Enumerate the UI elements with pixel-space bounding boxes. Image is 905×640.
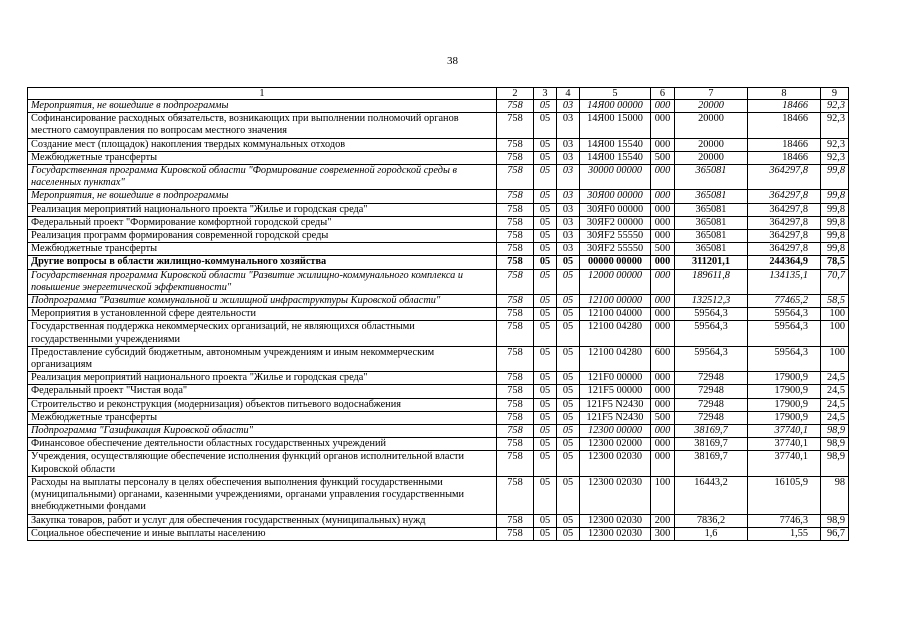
expense-type-cell: 600 <box>651 346 675 371</box>
glavbudget-code-cell: 758 <box>497 100 534 113</box>
table-row <box>28 165 849 190</box>
execution-percent-cell: 100 <box>821 308 849 321</box>
table-row <box>28 243 849 256</box>
subsection-code-cell: 03 <box>557 230 580 243</box>
expense-type-cell: 000 <box>651 190 675 203</box>
row-name-cell: Расходы на выплаты персоналу в целях обеспечения выполнения функций государственными (муниципальными) органами, казенными учреждениями, органами управления государственными внебюджетными фондами <box>28 476 497 514</box>
execution-percent-cell: 99,8 <box>821 190 849 203</box>
glavbudget-code-cell: 758 <box>497 411 534 424</box>
section-code-cell: 05 <box>534 451 557 476</box>
section-code-cell: 05 <box>534 425 557 438</box>
subsection-code-cell: 05 <box>557 321 580 346</box>
row-name-cell: Реализация программ формирования современной городской среды <box>28 230 497 243</box>
executed-amount-cell: 77465,2 <box>748 295 821 308</box>
subsection-code-cell: 05 <box>557 385 580 398</box>
expense-type-cell: 000 <box>651 308 675 321</box>
table-row <box>28 398 849 411</box>
planned-amount-cell: 132512,3 <box>675 295 748 308</box>
budget-table <box>27 87 849 541</box>
header-cell: 4 <box>557 88 580 100</box>
executed-amount-cell: 364297,8 <box>748 230 821 243</box>
table-row <box>28 527 849 540</box>
executed-amount-cell: 37740,1 <box>748 438 821 451</box>
row-name-cell: Мероприятия в установленной сфере деятельности <box>28 308 497 321</box>
planned-amount-cell: 72948 <box>675 411 748 424</box>
section-code-cell: 05 <box>534 138 557 151</box>
target-article-cell: 12100 04000 <box>580 308 651 321</box>
row-name-cell: Учреждения, осуществляющие обеспечение исполнения функций органов исполнительной власти Кировской области <box>28 451 497 476</box>
row-name-cell: Реализация мероприятий национального проекта "Жилье и городская среда" <box>28 203 497 216</box>
execution-percent-cell: 98,9 <box>821 438 849 451</box>
glavbudget-code-cell: 758 <box>497 269 534 294</box>
glavbudget-code-cell: 758 <box>497 346 534 371</box>
glavbudget-code-cell: 758 <box>497 216 534 229</box>
section-code-cell: 05 <box>534 346 557 371</box>
target-article-cell: 12300 00000 <box>580 425 651 438</box>
target-article-cell: 30Я00 00000 <box>580 190 651 203</box>
table-row <box>28 346 849 371</box>
expense-type-cell: 000 <box>651 230 675 243</box>
subsection-code-cell: 05 <box>557 372 580 385</box>
target-article-cell: 30000 00000 <box>580 165 651 190</box>
expense-type-cell: 000 <box>651 165 675 190</box>
planned-amount-cell: 38169,7 <box>675 438 748 451</box>
glavbudget-code-cell: 758 <box>497 385 534 398</box>
table-row <box>28 100 849 113</box>
table-row <box>28 438 849 451</box>
execution-percent-cell: 100 <box>821 321 849 346</box>
execution-percent-cell: 99,8 <box>821 243 849 256</box>
header-cell: 7 <box>675 88 748 100</box>
target-article-cell: 12300 02030 <box>580 527 651 540</box>
subsection-code-cell: 03 <box>557 165 580 190</box>
expense-type-cell: 000 <box>651 438 675 451</box>
executed-amount-cell: 37740,1 <box>748 451 821 476</box>
executed-amount-cell: 59564,3 <box>748 308 821 321</box>
table-row <box>28 308 849 321</box>
subsection-code-cell: 05 <box>557 295 580 308</box>
glavbudget-code-cell: 758 <box>497 321 534 346</box>
section-code-cell: 05 <box>534 100 557 113</box>
executed-amount-cell: 364297,8 <box>748 165 821 190</box>
execution-percent-cell: 24,5 <box>821 411 849 424</box>
glavbudget-code-cell: 758 <box>497 476 534 514</box>
target-article-cell: 14Я00 00000 <box>580 100 651 113</box>
table-row <box>28 138 849 151</box>
subsection-code-cell: 05 <box>557 411 580 424</box>
planned-amount-cell: 20000 <box>675 100 748 113</box>
execution-percent-cell: 92,3 <box>821 151 849 164</box>
header-cell: 6 <box>651 88 675 100</box>
section-code-cell: 05 <box>534 476 557 514</box>
planned-amount-cell: 7836,2 <box>675 514 748 527</box>
executed-amount-cell: 17900,9 <box>748 372 821 385</box>
glavbudget-code-cell: 758 <box>497 308 534 321</box>
table-row <box>28 514 849 527</box>
section-code-cell: 05 <box>534 411 557 424</box>
subsection-code-cell: 05 <box>557 308 580 321</box>
subsection-code-cell: 05 <box>557 256 580 269</box>
subsection-code-cell: 05 <box>557 425 580 438</box>
section-code-cell: 05 <box>534 243 557 256</box>
subsection-code-cell: 03 <box>557 100 580 113</box>
table-row <box>28 372 849 385</box>
row-name-cell: Создание мест (площадок) накопления твердых коммунальных отходов <box>28 138 497 151</box>
header-cell: 5 <box>580 88 651 100</box>
expense-type-cell: 000 <box>651 385 675 398</box>
table-row <box>28 425 849 438</box>
target-article-cell: 12100 04280 <box>580 346 651 371</box>
execution-percent-cell: 99,8 <box>821 216 849 229</box>
glavbudget-code-cell: 758 <box>497 438 534 451</box>
section-code-cell: 05 <box>534 527 557 540</box>
executed-amount-cell: 37740,1 <box>748 425 821 438</box>
execution-percent-cell: 98,9 <box>821 451 849 476</box>
planned-amount-cell: 72948 <box>675 372 748 385</box>
glavbudget-code-cell: 758 <box>497 230 534 243</box>
section-code-cell: 05 <box>534 398 557 411</box>
executed-amount-cell: 364297,8 <box>748 243 821 256</box>
expense-type-cell: 000 <box>651 451 675 476</box>
table-row <box>28 230 849 243</box>
table-row <box>28 269 849 294</box>
table-row <box>28 451 849 476</box>
section-code-cell: 05 <box>534 308 557 321</box>
header-cell: 2 <box>497 88 534 100</box>
row-name-cell: Подпрограмма "Газификация Кировской области" <box>28 425 497 438</box>
planned-amount-cell: 365081 <box>675 190 748 203</box>
expense-type-cell: 500 <box>651 243 675 256</box>
target-article-cell: 121F5 00000 <box>580 385 651 398</box>
section-code-cell: 05 <box>534 256 557 269</box>
glavbudget-code-cell: 758 <box>497 190 534 203</box>
planned-amount-cell: 20000 <box>675 138 748 151</box>
target-article-cell: 14Я00 15540 <box>580 138 651 151</box>
target-article-cell: 12000 00000 <box>580 269 651 294</box>
executed-amount-cell: 18466 <box>748 113 821 138</box>
expense-type-cell: 000 <box>651 113 675 138</box>
glavbudget-code-cell: 758 <box>497 113 534 138</box>
table-row <box>28 295 849 308</box>
glavbudget-code-cell: 758 <box>497 527 534 540</box>
table-row <box>28 411 849 424</box>
executed-amount-cell: 18466 <box>748 100 821 113</box>
executed-amount-cell: 1,55 <box>748 527 821 540</box>
executed-amount-cell: 244364,9 <box>748 256 821 269</box>
row-name-cell: Мероприятия, не вошедшие в подпрограммы <box>28 100 497 113</box>
row-name-cell: Софинансирование расходных обязательств, возникающих при выполнении полномочий органов местного самоуправления по вопросам местного значения <box>28 113 497 138</box>
execution-percent-cell: 78,5 <box>821 256 849 269</box>
planned-amount-cell: 365081 <box>675 216 748 229</box>
planned-amount-cell: 311201,1 <box>675 256 748 269</box>
execution-percent-cell: 96,7 <box>821 527 849 540</box>
target-article-cell: 12100 00000 <box>580 295 651 308</box>
target-article-cell: 12300 02030 <box>580 476 651 514</box>
glavbudget-code-cell: 758 <box>497 243 534 256</box>
planned-amount-cell: 1,6 <box>675 527 748 540</box>
glavbudget-code-cell: 758 <box>497 372 534 385</box>
section-code-cell: 05 <box>534 372 557 385</box>
row-name-cell: Межбюджетные трансферты <box>28 411 497 424</box>
planned-amount-cell: 59564,3 <box>675 346 748 371</box>
executed-amount-cell: 364297,8 <box>748 203 821 216</box>
row-name-cell: Другие вопросы в области жилищно-коммунального хозяйства <box>28 256 497 269</box>
execution-percent-cell: 99,8 <box>821 230 849 243</box>
planned-amount-cell: 38169,7 <box>675 425 748 438</box>
expense-type-cell: 000 <box>651 398 675 411</box>
subsection-code-cell: 03 <box>557 151 580 164</box>
planned-amount-cell: 365081 <box>675 243 748 256</box>
subsection-code-cell: 05 <box>557 514 580 527</box>
executed-amount-cell: 134135,1 <box>748 269 821 294</box>
executed-amount-cell: 17900,9 <box>748 411 821 424</box>
expense-type-cell: 000 <box>651 425 675 438</box>
glavbudget-code-cell: 758 <box>497 398 534 411</box>
execution-percent-cell: 24,5 <box>821 398 849 411</box>
table-row <box>28 190 849 203</box>
section-code-cell: 05 <box>534 151 557 164</box>
glavbudget-code-cell: 758 <box>497 425 534 438</box>
planned-amount-cell: 59564,3 <box>675 308 748 321</box>
expense-type-cell: 500 <box>651 411 675 424</box>
section-code-cell: 05 <box>534 321 557 346</box>
execution-percent-cell: 100 <box>821 346 849 371</box>
header-cell: 1 <box>28 88 497 100</box>
row-name-cell: Государственная поддержка некоммерческих организаций, не являющихся областными государственными учреждениями <box>28 321 497 346</box>
row-name-cell: Государственная программа Кировской области "Развитие жилищно-коммунального комплекса и повышение энергетической эффективности" <box>28 269 497 294</box>
target-article-cell: 30ЯF2 55550 <box>580 243 651 256</box>
subsection-code-cell: 05 <box>557 438 580 451</box>
section-code-cell: 05 <box>534 295 557 308</box>
glavbudget-code-cell: 758 <box>497 451 534 476</box>
execution-percent-cell: 98 <box>821 476 849 514</box>
section-code-cell: 05 <box>534 269 557 294</box>
executed-amount-cell: 18466 <box>748 151 821 164</box>
planned-amount-cell: 189611,8 <box>675 269 748 294</box>
subsection-code-cell: 05 <box>557 269 580 294</box>
planned-amount-cell: 365081 <box>675 230 748 243</box>
subsection-code-cell: 05 <box>557 527 580 540</box>
target-article-cell: 14Я00 15000 <box>580 113 651 138</box>
expense-type-cell: 000 <box>651 203 675 216</box>
planned-amount-cell: 72948 <box>675 385 748 398</box>
row-name-cell: Мероприятия, не вошедшие в подпрограммы <box>28 190 497 203</box>
subsection-code-cell: 05 <box>557 398 580 411</box>
execution-percent-cell: 92,3 <box>821 100 849 113</box>
execution-percent-cell: 98,9 <box>821 425 849 438</box>
expense-type-cell: 000 <box>651 216 675 229</box>
planned-amount-cell: 20000 <box>675 151 748 164</box>
table-row <box>28 151 849 164</box>
section-code-cell: 05 <box>534 203 557 216</box>
glavbudget-code-cell: 758 <box>497 151 534 164</box>
row-name-cell: Строительство и реконструкция (модернизация) объектов питьевого водоснабжения <box>28 398 497 411</box>
glavbudget-code-cell: 758 <box>497 138 534 151</box>
subsection-code-cell: 03 <box>557 203 580 216</box>
subsection-code-cell: 05 <box>557 476 580 514</box>
expense-type-cell: 200 <box>651 514 675 527</box>
execution-percent-cell: 58,5 <box>821 295 849 308</box>
subsection-code-cell: 05 <box>557 346 580 371</box>
section-code-cell: 05 <box>534 438 557 451</box>
table-row <box>28 476 849 514</box>
section-code-cell: 05 <box>534 230 557 243</box>
planned-amount-cell: 365081 <box>675 203 748 216</box>
executed-amount-cell: 364297,8 <box>748 190 821 203</box>
target-article-cell: 14Я00 15540 <box>580 151 651 164</box>
subsection-code-cell: 03 <box>557 113 580 138</box>
execution-percent-cell: 92,3 <box>821 138 849 151</box>
target-article-cell: 121F0 00000 <box>580 372 651 385</box>
glavbudget-code-cell: 758 <box>497 514 534 527</box>
subsection-code-cell: 05 <box>557 451 580 476</box>
subsection-code-cell: 03 <box>557 138 580 151</box>
executed-amount-cell: 17900,9 <box>748 398 821 411</box>
row-name-cell: Подпрограмма "Развитие коммунальной и жилищной инфраструктуры Кировской области" <box>28 295 497 308</box>
subsection-code-cell: 03 <box>557 243 580 256</box>
expense-type-cell: 000 <box>651 256 675 269</box>
executed-amount-cell: 364297,8 <box>748 216 821 229</box>
expense-type-cell: 500 <box>651 151 675 164</box>
row-name-cell: Социальное обеспечение и иные выплаты населению <box>28 527 497 540</box>
planned-amount-cell: 72948 <box>675 398 748 411</box>
target-article-cell: 30ЯF2 55550 <box>580 230 651 243</box>
executed-amount-cell: 16105,9 <box>748 476 821 514</box>
planned-amount-cell: 16443,2 <box>675 476 748 514</box>
planned-amount-cell: 59564,3 <box>675 321 748 346</box>
execution-percent-cell: 70,7 <box>821 269 849 294</box>
expense-type-cell: 000 <box>651 269 675 294</box>
executed-amount-cell: 18466 <box>748 138 821 151</box>
executed-amount-cell: 59564,3 <box>748 346 821 371</box>
expense-type-cell: 300 <box>651 527 675 540</box>
executed-amount-cell: 7746,3 <box>748 514 821 527</box>
execution-percent-cell: 98,9 <box>821 514 849 527</box>
header-cell: 3 <box>534 88 557 100</box>
glavbudget-code-cell: 758 <box>497 203 534 216</box>
glavbudget-code-cell: 758 <box>497 165 534 190</box>
target-article-cell: 12300 02000 <box>580 438 651 451</box>
table-row <box>28 256 849 269</box>
execution-percent-cell: 24,5 <box>821 372 849 385</box>
header-cell: 8 <box>748 88 821 100</box>
glavbudget-code-cell: 758 <box>497 256 534 269</box>
section-code-cell: 05 <box>534 385 557 398</box>
planned-amount-cell: 20000 <box>675 113 748 138</box>
row-name-cell: Финансовое обеспечение деятельности областных государственных учреждений <box>28 438 497 451</box>
target-article-cell: 30ЯF2 00000 <box>580 216 651 229</box>
page-number: 38 <box>447 55 458 67</box>
table-row <box>28 321 849 346</box>
target-article-cell: 121F5 N2430 <box>580 411 651 424</box>
execution-percent-cell: 99,8 <box>821 203 849 216</box>
row-name-cell: Федеральный проект "Формирование комфортной городской среды" <box>28 216 497 229</box>
row-name-cell: Закупка товаров, работ и услуг для обеспечения государственных (муниципальных) нужд <box>28 514 497 527</box>
planned-amount-cell: 38169,7 <box>675 451 748 476</box>
execution-percent-cell: 24,5 <box>821 385 849 398</box>
expense-type-cell: 000 <box>651 100 675 113</box>
expense-type-cell: 000 <box>651 295 675 308</box>
glavbudget-code-cell: 758 <box>497 295 534 308</box>
table-row <box>28 385 849 398</box>
executed-amount-cell: 17900,9 <box>748 385 821 398</box>
row-name-cell: Предоставление субсидий бюджетным, автономным учреждениям и иным некоммерческим организациям <box>28 346 497 371</box>
execution-percent-cell: 99,8 <box>821 165 849 190</box>
section-code-cell: 05 <box>534 216 557 229</box>
section-code-cell: 05 <box>534 190 557 203</box>
header-cell: 9 <box>821 88 849 100</box>
table-header-row <box>28 88 849 100</box>
target-article-cell: 30ЯF0 00000 <box>580 203 651 216</box>
expense-type-cell: 000 <box>651 321 675 346</box>
target-article-cell: 121F5 N2430 <box>580 398 651 411</box>
expense-type-cell: 000 <box>651 372 675 385</box>
table-row <box>28 113 849 138</box>
target-article-cell: 00000 00000 <box>580 256 651 269</box>
section-code-cell: 05 <box>534 165 557 190</box>
planned-amount-cell: 365081 <box>675 165 748 190</box>
executed-amount-cell: 59564,3 <box>748 321 821 346</box>
table-row <box>28 203 849 216</box>
expense-type-cell: 100 <box>651 476 675 514</box>
expense-type-cell: 000 <box>651 138 675 151</box>
section-code-cell: 05 <box>534 113 557 138</box>
row-name-cell: Реализация мероприятий национального проекта "Жилье и городская среда" <box>28 372 497 385</box>
target-article-cell: 12300 02030 <box>580 514 651 527</box>
subsection-code-cell: 03 <box>557 216 580 229</box>
row-name-cell: Федеральный проект "Чистая вода" <box>28 385 497 398</box>
table-row <box>28 216 849 229</box>
target-article-cell: 12300 02030 <box>580 451 651 476</box>
row-name-cell: Межбюджетные трансферты <box>28 151 497 164</box>
subsection-code-cell: 03 <box>557 190 580 203</box>
row-name-cell: Государственная программа Кировской области "Формирование современной городской среды в населенных пунктах" <box>28 165 497 190</box>
row-name-cell: Межбюджетные трансферты <box>28 243 497 256</box>
target-article-cell: 12100 04280 <box>580 321 651 346</box>
section-code-cell: 05 <box>534 514 557 527</box>
execution-percent-cell: 92,3 <box>821 113 849 138</box>
